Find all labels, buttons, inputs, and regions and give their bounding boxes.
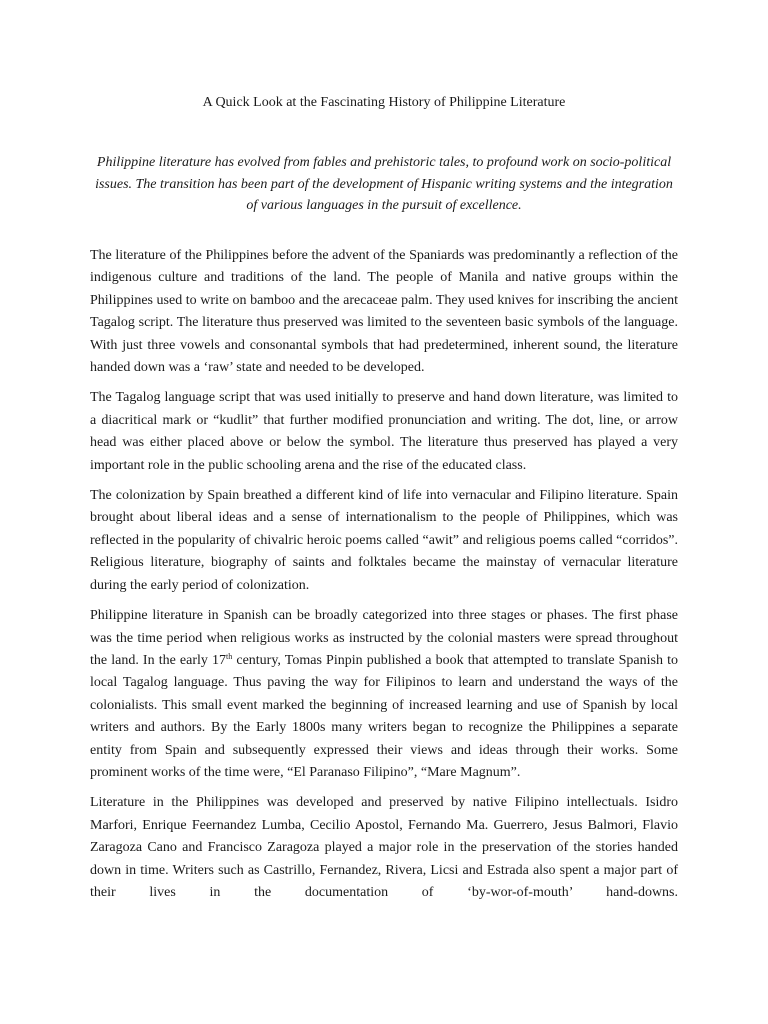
paragraph-5: Literature in the Philippines was developed and preserved by native Filipino intellectuals. Isidro Marfori, Enrique Feernandez Lumba, Cecilio Apostol, Fernando Ma. Guerrero, Jesus Balmori, Flavio Zaragoza Cano and Francisco Zaragoza played a major role in the preservation of the stories handed down in time. Writers such as Castrillo, Fernandez, Rivera, Licsi and Estrada also spent a major part of their lives in the documentation of ‘by-wor-of-mouth’ hand-downs. bbox=[90, 795, 678, 900]
paragraph-4 bbox=[90, 605, 678, 784]
document-title: A Quick Look at the Fascinating History of Philippine Literature bbox=[202, 95, 566, 110]
paragraph-4-part-1: Philippine literature in Spanish can be broadly categorized into three stages or phases. The first phase was the time period when religious works as instructed by the colonial masters were spread throughout the land. In the early 17 bbox=[90, 608, 678, 668]
document-body bbox=[90, 245, 678, 912]
paragraph-4-part-2: century, Tomas Pinpin published a book that attempted to translate Spanish to local Tagalog language. Thus paving the way for Filipinos to learn and understand the ways of the colonialists. This small event marked the beginning of increased learning and use of Spanish by local writers and authors. By the Early 1800s many writers began to recognize the Philippines a separate entity from Spain and subsequently expressed their views and ideas through their works. Some prominent works of the time were, “El Paranaso Filipino”, “Mare Magnum”. bbox=[90, 652, 678, 780]
paragraph-2: The Tagalog language script that was used initially to preserve and hand down literature, was limited to a diacritical mark or “kudlit” that further modified pronunciation and writing. The dot, line, or arrow head was either placed above or below the symbol. The literature thus preserved has played a very important role in the public schooling arena and the rise of the educated class. bbox=[90, 390, 678, 473]
ordinal-superscript: th bbox=[226, 651, 233, 661]
paragraph-3: The colonization by Spain breathed a different kind of life into vernacular and Filipino literature. Spain brought about liberal ideas and a sense of internationalism to the people of Philippines, which was reflected in the popularity of chivalric heroic poems called “awit” and religious poems called “corridos”. Religious literature, biography of saints and folktales became the mainstay of vernacular literature during the early period of colonization. bbox=[90, 488, 678, 593]
document-abstract: Philippine literature has evolved from fables and prehistoric tales, to profound work on socio-political issues. The transition has been part of the development of Hispanic writing systems and the integration of various languages in the pursuit of excellence. bbox=[95, 155, 673, 213]
paragraph-1: The literature of the Philippines before the advent of the Spaniards was predominantly a reflection of the indigenous culture and traditions of the land. The people of Manila and native groups within the Philippines used to write on bamboo and the arecaceae palm. They used knives for inscribing the ancient Tagalog script. The literature thus preserved was limited to the seventeen basic symbols of the language. With just three vowels and consonantal symbols that had predetermined, inherent sound, the literature handed down was a ‘raw’ state and needed to be developed. bbox=[90, 248, 678, 376]
